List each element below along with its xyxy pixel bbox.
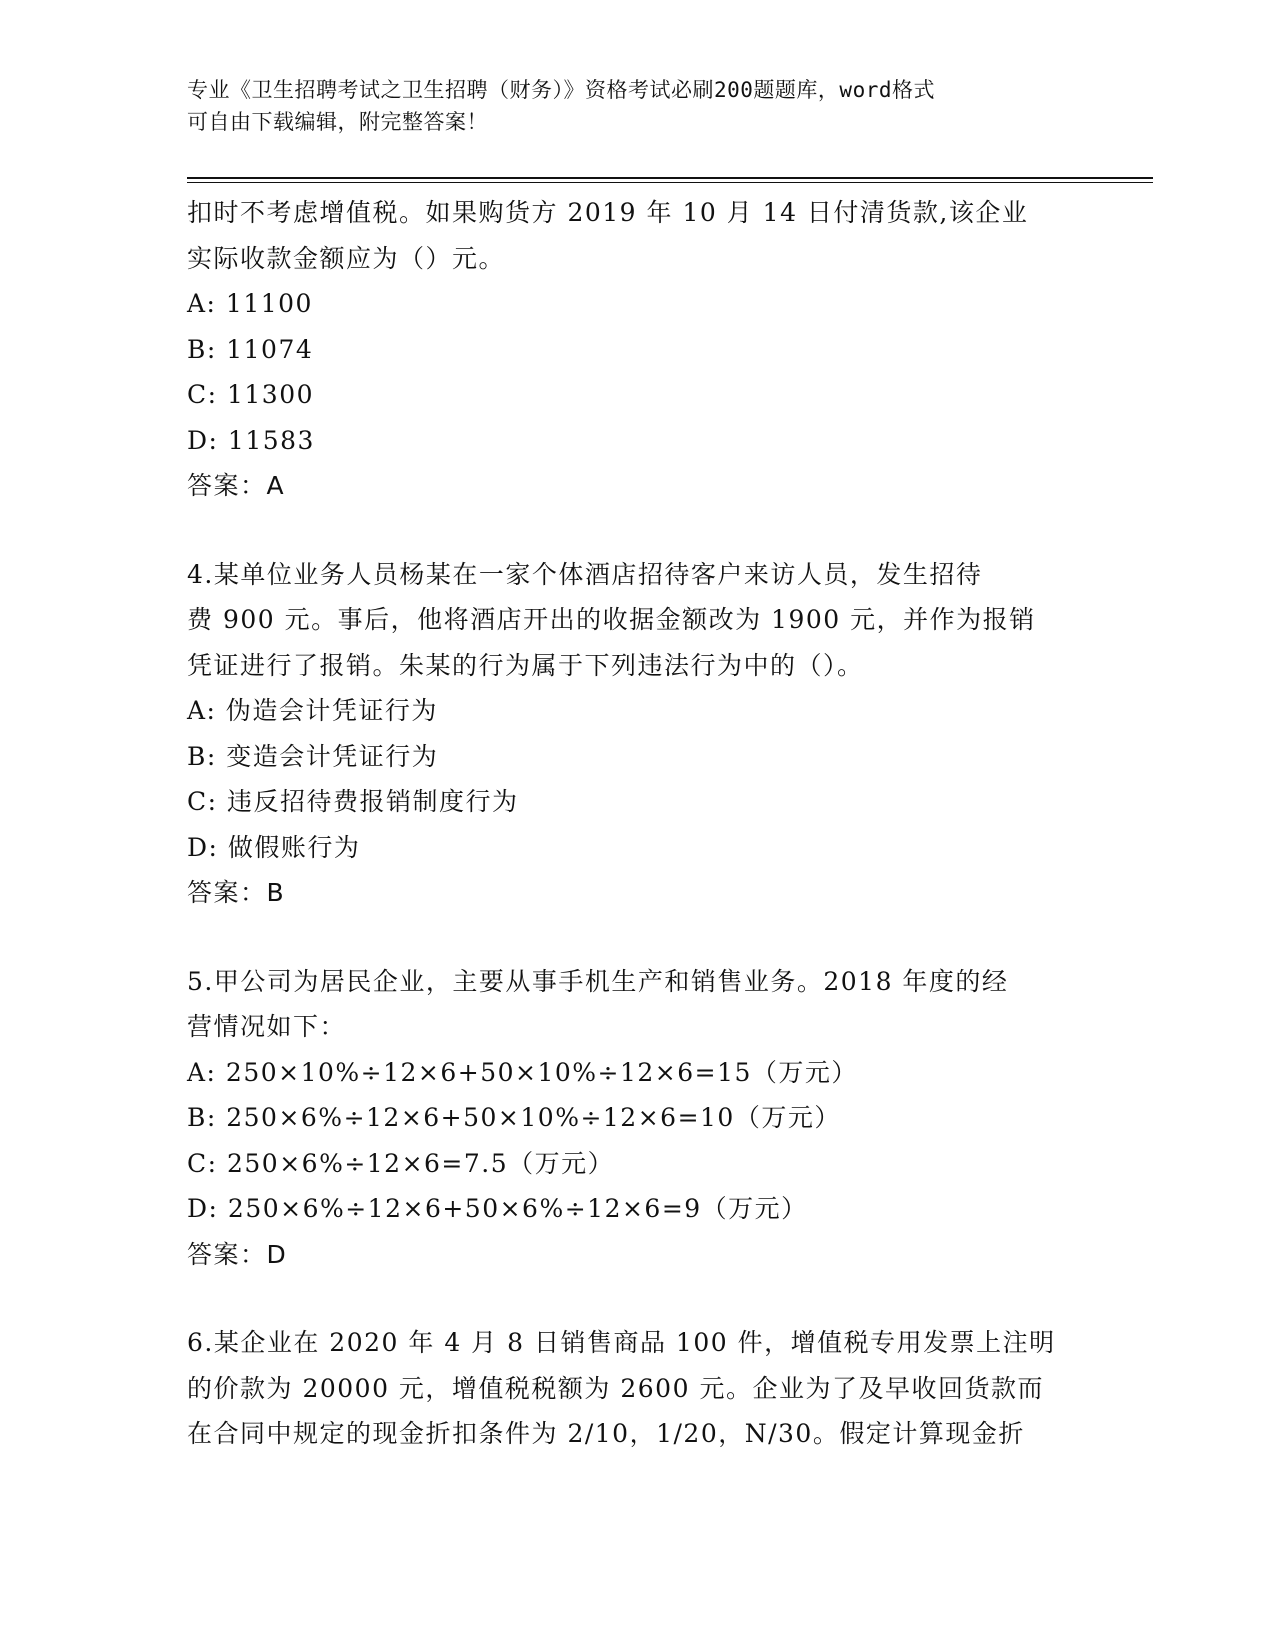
option-c: C: 11300 bbox=[187, 380, 315, 409]
option-a: A: 11100 bbox=[187, 289, 313, 318]
question-spacer bbox=[187, 916, 1087, 959]
option-d: D: 做假账行为 bbox=[187, 832, 361, 862]
question-stem: 扣时不考虑增值税。如果购货方 2019 年 10 月 14 日付清货款,该企业 bbox=[187, 198, 1029, 227]
option-c: C: 违反招待费报销制度行为 bbox=[187, 787, 519, 816]
option-a: A: 250×10%÷12×6+50×10%÷12×6=15（万元） bbox=[187, 1057, 858, 1087]
header-line-2: 可自由下载编辑，附完整答案！ bbox=[187, 110, 488, 134]
option-b: B: 变造会计凭证行为 bbox=[187, 741, 439, 771]
option-b: B: 11074 bbox=[187, 334, 314, 364]
question-5 bbox=[187, 959, 1087, 1278]
question-spacer bbox=[187, 509, 1087, 552]
question-stem: 5.甲公司为居民企业，主要从事手机生产和销售业务。2018 年度的经 bbox=[187, 966, 1009, 996]
question-4 bbox=[187, 552, 1087, 916]
option-d: D: 11583 bbox=[187, 425, 315, 455]
question-stem: 在合同中规定的现金折扣条件为 2/10，1/20，N/30。假定计算现金折 bbox=[187, 1419, 1025, 1448]
question-6 bbox=[187, 1320, 1087, 1457]
option-c: C: 250×6%÷12×6=7.5（万元） bbox=[187, 1148, 615, 1178]
header-line-1: 专业《卫生招聘考试之卫生招聘（财务）》资格考试必刷200题题库，word格式 bbox=[187, 78, 935, 102]
option-d: D: 250×6%÷12×6+50×6%÷12×6=9（万元） bbox=[187, 1194, 808, 1223]
question-stem: 4.某单位业务人员杨某在一家个体酒店招待客户来访人员，发生招待 bbox=[187, 559, 983, 589]
question-3 bbox=[187, 190, 1087, 509]
answer-label: 答案：A bbox=[187, 471, 286, 500]
question-stem: 实际收款金额应为（）元。 bbox=[187, 243, 506, 273]
answer-label: 答案：B bbox=[187, 878, 286, 907]
answer-label: 答案：D bbox=[187, 1239, 288, 1269]
question-stem: 营情况如下： bbox=[187, 1012, 347, 1041]
option-a: A: 伪造会计凭证行为 bbox=[187, 696, 438, 725]
question-stem: 费 900 元。事后，他将酒店开出的收据金额改为 1900 元，并作为报销 bbox=[187, 605, 1036, 634]
document-header bbox=[187, 74, 1067, 138]
header-divider bbox=[187, 177, 1153, 183]
question-spacer bbox=[187, 1277, 1087, 1320]
question-stem: 的价款为 20000 元，增值税税额为 2600 元。企业为了及早收回货款而 bbox=[187, 1373, 1044, 1403]
option-b: B: 250×6%÷12×6+50×10%÷12×6=10（万元） bbox=[187, 1103, 841, 1132]
question-stem: 凭证进行了报销。朱某的行为属于下列违法行为中的（）。 bbox=[187, 650, 864, 680]
question-stem: 6.某企业在 2020 年 4 月 8 日销售商品 100 件，增值税专用发票上注明 bbox=[187, 1328, 1056, 1357]
question-list bbox=[187, 190, 1087, 1457]
